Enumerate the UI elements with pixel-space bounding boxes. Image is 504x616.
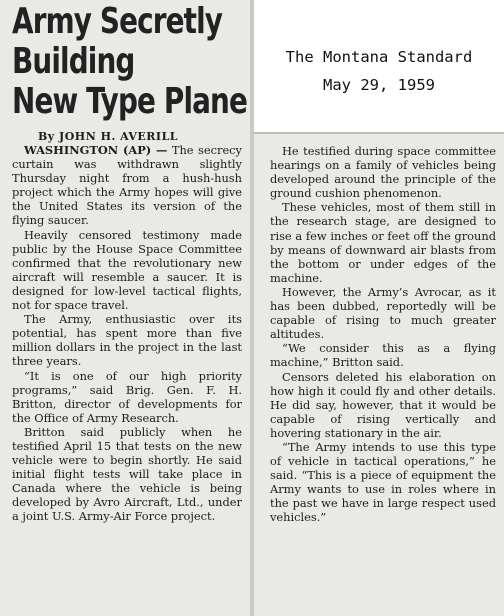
article-paragraph: However, the Army’s Avrocar, as it has been dubbed, reportedly will be capable of rising to much greater altitudes. bbox=[270, 284, 496, 342]
paragraph-text: The secrecy curtain was withdrawn slightly Thursday night from a hush-hush project which the Army hopes will give the United States its version of the flying saucer. bbox=[12, 143, 242, 228]
headline-line-3: New Type Plane bbox=[12, 81, 248, 122]
dateline: WASHINGTON (AP) — bbox=[24, 143, 168, 157]
right-column bbox=[254, 134, 504, 616]
article-paragraph: “The Army intends to use this type of vehicle in tactical operations,” he said. “This is a piece of equipment the Army wants to use in roles where in the past we have in large respect used vehicles.” bbox=[270, 439, 496, 525]
left-column bbox=[0, 0, 250, 616]
article-paragraph: Britton said publicly when he testified April 15 that tests on the new vehicle were to begin shortly. He said initial flight tests will take place in Canada where the vehicle is being developed by Avro Aircraft, Ltd., under a joint U.S. Army-Air Force project. bbox=[12, 424, 242, 524]
byline: By JOHN H. AVERILL bbox=[38, 130, 179, 143]
article-paragraph: He testified during space committee hearings on a family of vehicles being developed around the principle of the ground cushion phenomenon. bbox=[270, 144, 496, 201]
article-paragraph: These vehicles, most of them still in the research stage, are designed to rise a few inches or feet off the ground by means of downward air blasts from the bottom or under edges of the machine. bbox=[270, 200, 496, 285]
source-newspaper-name: The Montana Standard bbox=[285, 48, 473, 66]
headline bbox=[12, 1, 248, 122]
article-paragraph: “It is one of our high priority programs,” said Brig. Gen. F. H. Britton, director of developments for the Office of Army Research. bbox=[12, 368, 242, 425]
article-paragraph: “We consider this as a flying machine,” Britton said. bbox=[270, 341, 496, 370]
article-paragraph: The Army, enthusiastic over its potential, has spent more than five million dollars in the project in the last three years. bbox=[12, 312, 242, 369]
headline-line-2: Building bbox=[12, 41, 135, 82]
headline-line-1: Army Secretly bbox=[12, 1, 223, 42]
article-paragraph: Censors deleted his elaboration on how high it could fly and other details. He did say, however, that it would be capable of rising vertically and hovering stationary in the air. bbox=[270, 369, 496, 440]
article-paragraph bbox=[12, 143, 242, 228]
article-paragraph: Heavily censored testimony made public by the House Space Committee confirmed that the revolutionary new aircraft will resemble a saucer. It is designed for low-level tactical flights, not for space travel. bbox=[12, 227, 242, 313]
source-caption bbox=[254, 0, 504, 134]
source-date: May 29, 1959 bbox=[323, 76, 435, 94]
